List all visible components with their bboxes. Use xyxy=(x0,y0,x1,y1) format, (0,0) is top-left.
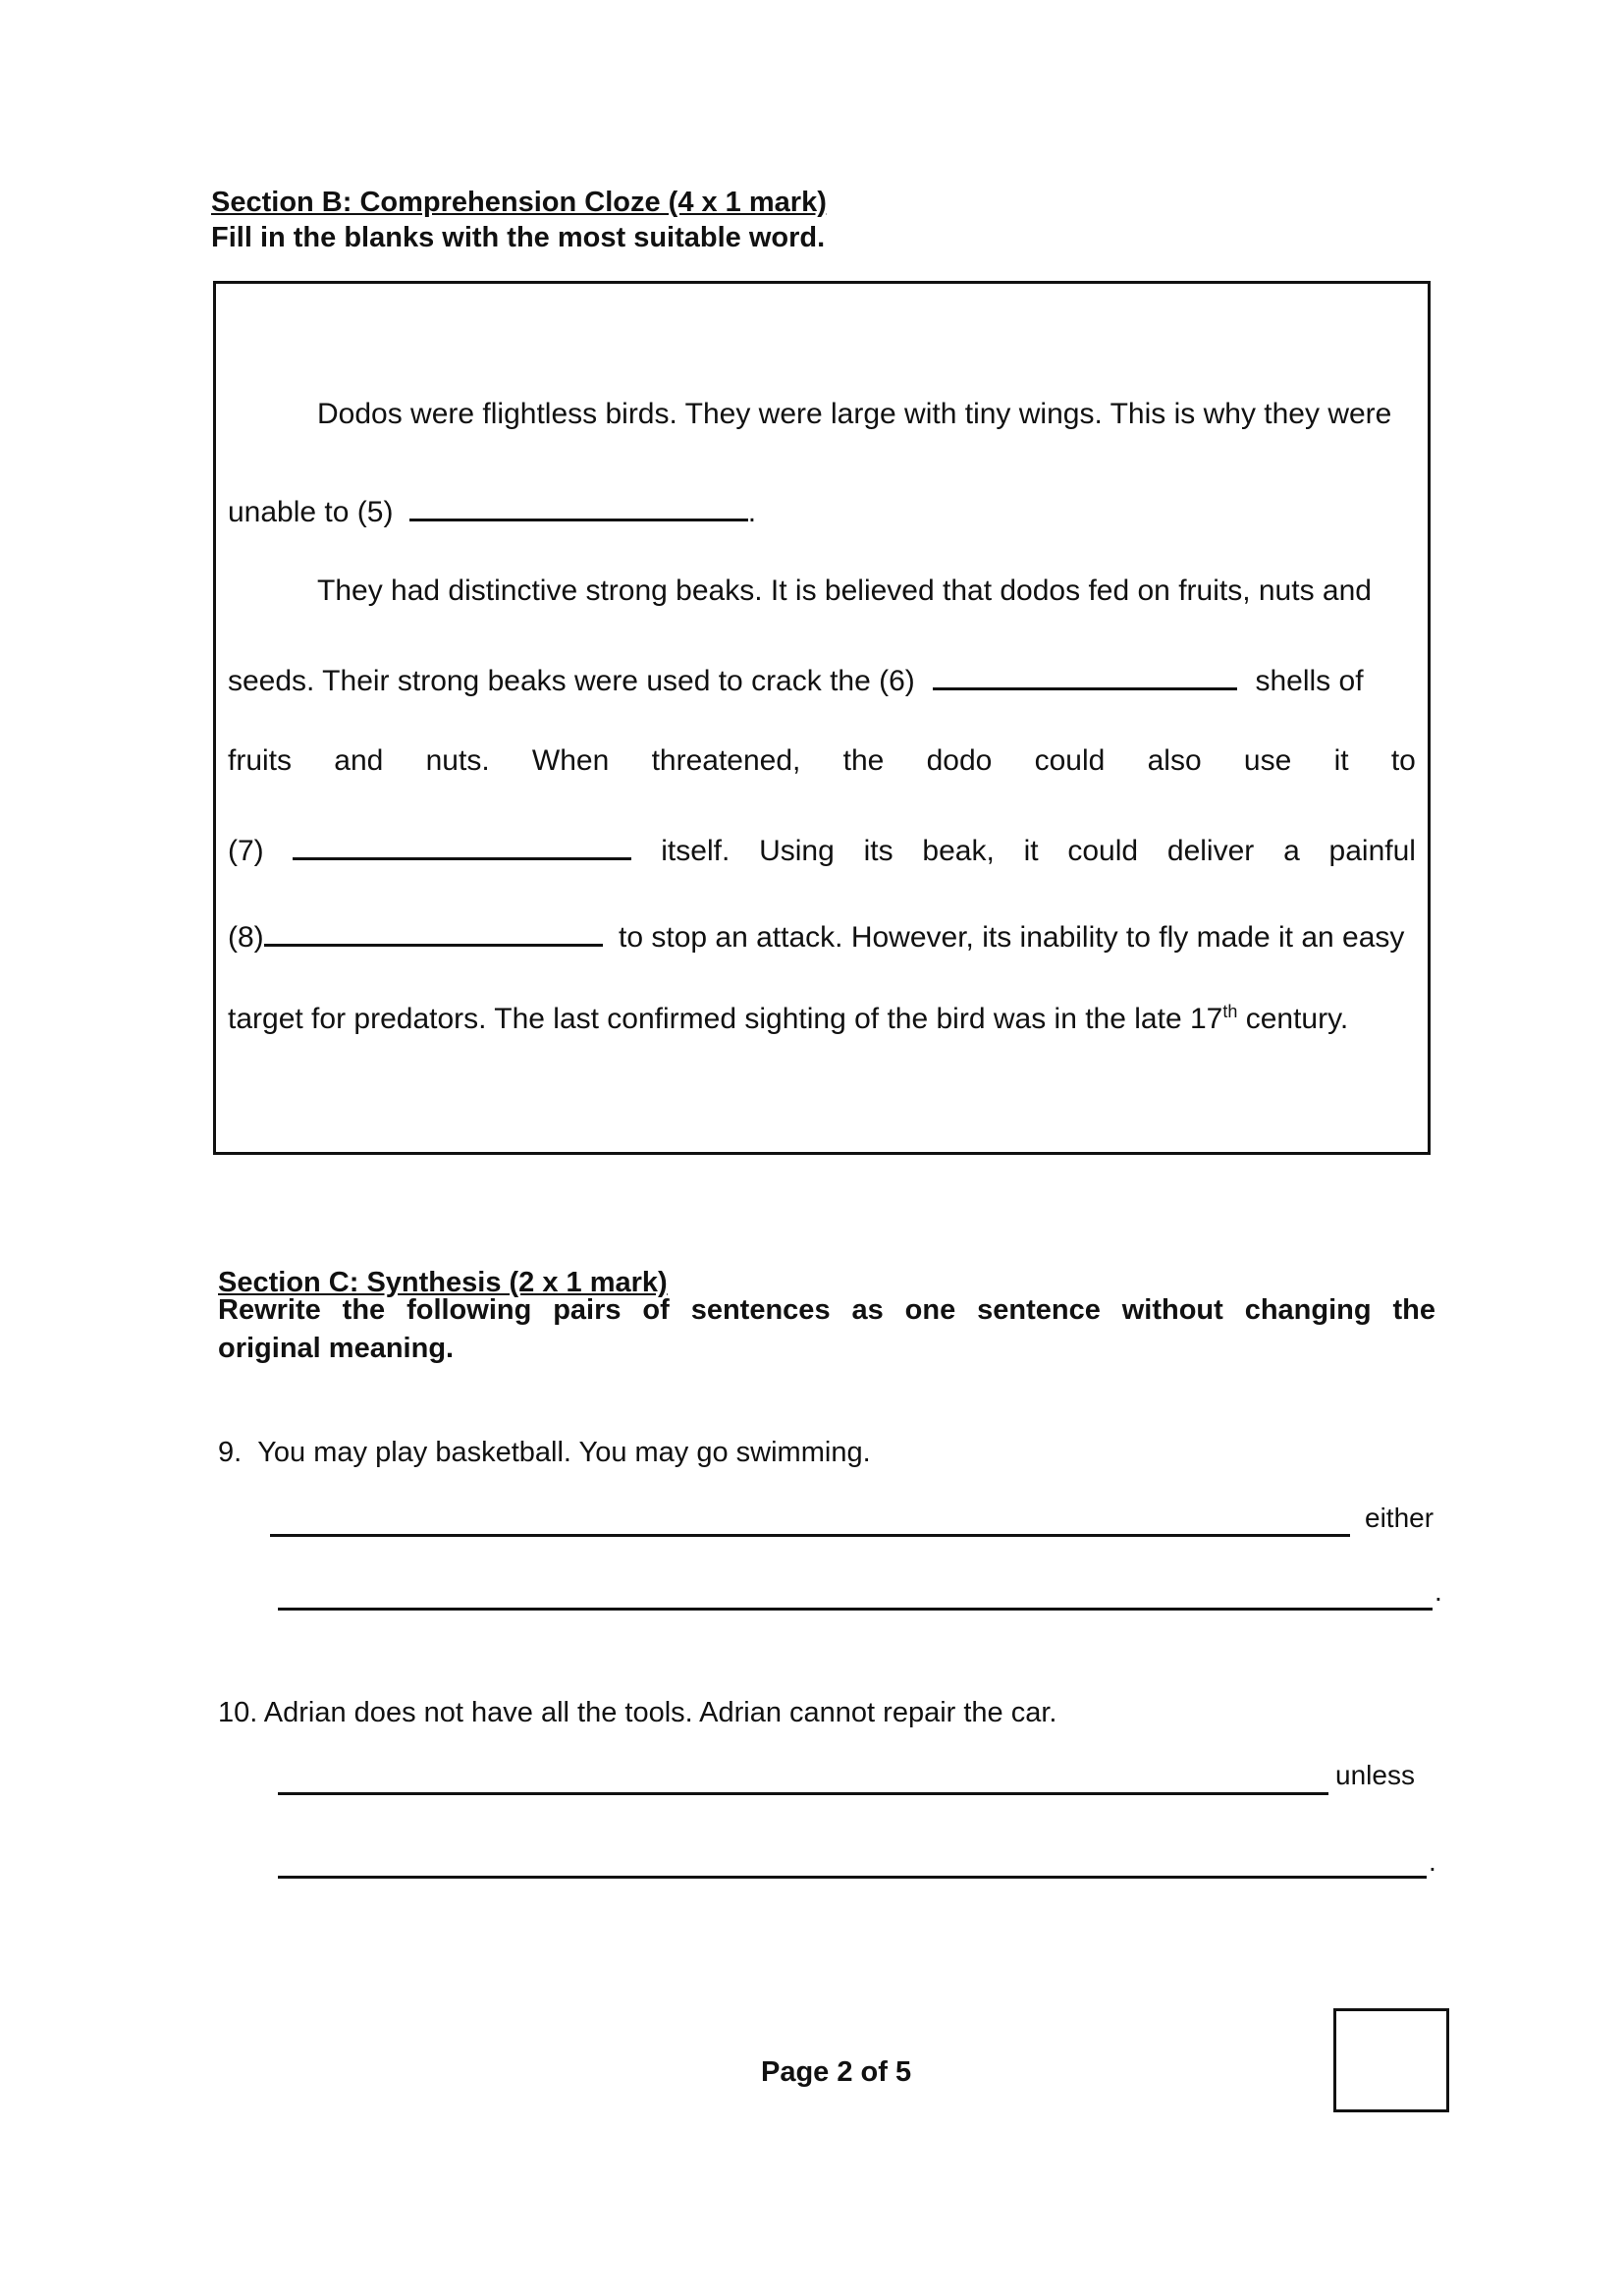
section-c-title: Section C: Synthesis (2 x 1 mark) xyxy=(218,1267,668,1298)
section-c-instruction-2: original meaning. xyxy=(218,1333,455,1364)
passage-line-8 xyxy=(228,1002,1348,1036)
passage-word: its xyxy=(863,835,893,867)
passage-word: painful xyxy=(1328,835,1416,867)
passage-line-2-end: . xyxy=(747,496,757,528)
passage-line-3: They had distinctive strong beaks. It is believed that dodos fed on fruits, nuts and xyxy=(317,574,1372,607)
passage-line-4 xyxy=(228,660,1364,698)
passage-line-8-text: target for predators. The last confirmed sighting of the bird was in the late 17 xyxy=(228,1003,1223,1035)
question-9-end: . xyxy=(1435,1576,1442,1607)
question-10 xyxy=(218,1697,1056,1729)
section-b-instruction: Fill in the blanks with the most suitable word. xyxy=(211,222,826,253)
passage-line-8-end: century. xyxy=(1237,1003,1349,1035)
question-10-end: . xyxy=(1429,1846,1436,1877)
passage-line-6 xyxy=(228,830,1416,868)
passage-word: fruits xyxy=(228,744,293,777)
passage-line-5 xyxy=(228,744,1416,778)
question-9-number: 9. xyxy=(218,1437,243,1468)
passage-word: it xyxy=(1023,835,1039,867)
passage-word: a xyxy=(1283,835,1300,867)
passage-line-4-text: seeds. Their strong beaks were used to crack the (6) xyxy=(228,665,915,697)
passage-word: could xyxy=(1034,744,1106,777)
blank-7[interactable] xyxy=(293,830,631,860)
question-9-keyword: either xyxy=(1365,1503,1435,1533)
passage-line-7-text: to stop an attack. However, its inability to fly made it an easy xyxy=(619,921,1405,954)
passage-word: deliver xyxy=(1166,835,1255,867)
passage-word: to xyxy=(1390,744,1416,777)
question-10-text: Adrian does not have all the tools. Adrian cannot repair the car. xyxy=(263,1697,1057,1728)
section-c-instruction-1: Rewrite the following pairs of sentences as one sentence without changing the xyxy=(218,1294,1435,1326)
passage-number-7: (7) xyxy=(228,835,264,867)
passage-word: Using xyxy=(759,835,835,867)
passage-word: threatened, xyxy=(651,744,801,777)
answer-line-10b[interactable] xyxy=(278,1876,1427,1879)
blank-5[interactable] xyxy=(409,491,748,521)
answer-line-10a[interactable] xyxy=(278,1792,1328,1795)
page-number: Page 2 of 5 xyxy=(761,2056,912,2088)
passage-word: use xyxy=(1243,744,1292,777)
passage-number-8: (8) xyxy=(228,921,264,954)
ordinal-suffix: th xyxy=(1222,1002,1238,1021)
passage-line-1: Dodos were flightless birds. They were large with tiny wings. This is why they were xyxy=(317,398,1392,430)
passage-word: itself. xyxy=(661,835,731,867)
passage-word: also xyxy=(1147,744,1202,777)
passage-line-2-text: unable to (5) xyxy=(228,496,394,528)
passage-word: could xyxy=(1067,835,1139,867)
question-10-number: 10. xyxy=(218,1697,258,1728)
passage-word: nuts. xyxy=(425,744,490,777)
answer-line-9a[interactable] xyxy=(270,1534,1350,1537)
passage-word: it xyxy=(1333,744,1349,777)
section-b-title: Section B: Comprehension Cloze (4 x 1 mark) xyxy=(211,187,827,218)
question-9-text: You may play basketball. You may go swimming. xyxy=(257,1437,871,1468)
answer-line-9b[interactable] xyxy=(278,1608,1433,1611)
passage-line-2 xyxy=(228,491,756,529)
marks-box xyxy=(1333,2008,1449,2112)
passage-word: the xyxy=(842,744,885,777)
passage-line-7 xyxy=(228,916,1404,955)
passage-line-4-end: shells of xyxy=(1255,665,1364,697)
question-9 xyxy=(218,1437,871,1469)
passage-word: When xyxy=(531,744,610,777)
blank-8[interactable] xyxy=(264,916,603,947)
question-10-keyword: unless xyxy=(1335,1760,1415,1790)
passage-word: dodo xyxy=(926,744,993,777)
passage-word: and xyxy=(334,744,384,777)
blank-6[interactable] xyxy=(933,660,1237,690)
passage-word: beak, xyxy=(922,835,995,867)
